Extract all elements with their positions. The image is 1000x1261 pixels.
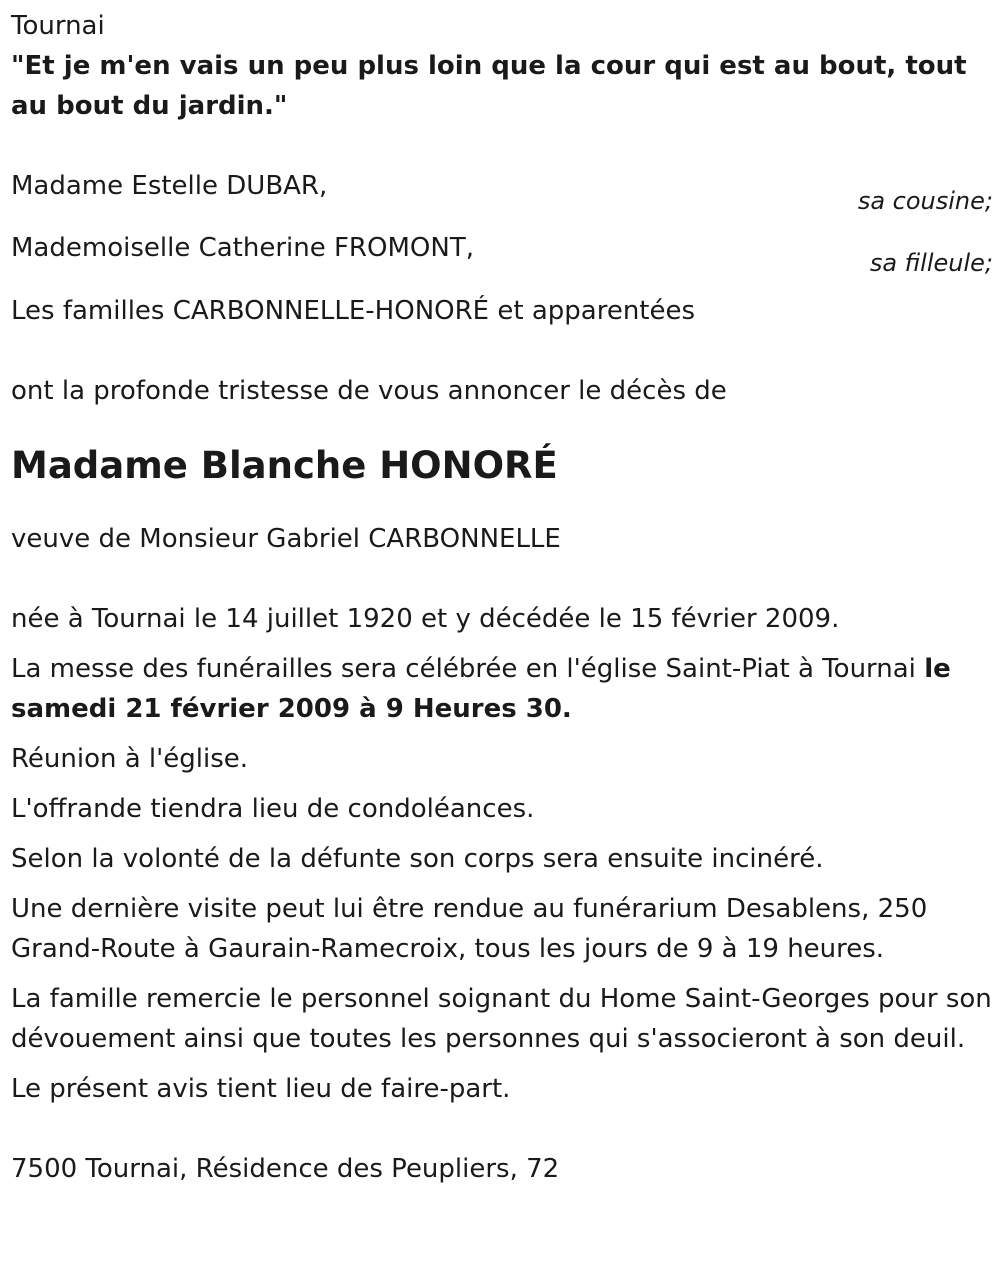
epigraph-quote: "Et je m'en vais un peu plus loin que la cour qui est au bout, tout au bout du jardin."	[11, 51, 967, 121]
family-member-2	[11, 228, 993, 277]
spacer	[11, 879, 993, 889]
notice-line: Le présent avis tient lieu de faire-part.	[11, 1074, 511, 1104]
visit-paragraph: Une dernière visite peut lui être rendue au funérarium Desablens, 250 Grand-Route à Gaurain-Ramecroix, tous les jours de 9 à 19 heures.	[11, 894, 928, 964]
address-line: 7500 Tournai, Résidence des Peupliers, 72	[11, 1154, 560, 1184]
families-line: Les familles CARBONNELLE-HONORÉ et apparentées	[11, 296, 696, 326]
spacer	[11, 779, 993, 789]
funeral-intro: La messe des funérailles sera célébrée en l'église Saint-Piat à Tournai	[11, 654, 925, 684]
family-member-relation: sa filleule;	[869, 249, 993, 277]
spacer	[11, 491, 993, 519]
spacer	[11, 559, 993, 599]
announcement-text: ont la profonde tristesse de vous annoncer le décès de	[11, 376, 727, 406]
spacer	[11, 829, 993, 839]
spacer	[11, 411, 993, 441]
meeting-line: Réunion à l'église.	[11, 744, 249, 774]
obituary-notice	[11, 6, 993, 1189]
city-heading: Tournai	[11, 11, 105, 41]
funeral-date-time: le samedi 21 février 2009 à 9 Heures 30.	[11, 654, 951, 724]
spacer	[11, 1109, 993, 1149]
spacer	[11, 126, 993, 166]
cremation-line: Selon la volonté de la défunte son corps sera ensuite incinéré.	[11, 844, 824, 874]
spacer	[11, 206, 993, 228]
spacer	[11, 331, 993, 371]
funeral-paragraph	[11, 649, 993, 729]
spacer	[11, 268, 993, 291]
spacer	[11, 969, 993, 979]
family-member-relation: sa cousine;	[857, 187, 993, 215]
deceased-name: Madame Blanche HONORÉ	[11, 444, 558, 487]
family-member-name: Mademoiselle Catherine FROMONT,	[11, 233, 474, 263]
family-member-name: Madame Estelle DUBAR,	[11, 171, 328, 201]
spacer	[11, 1059, 993, 1069]
widow-of-line: veuve de Monsieur Gabriel CARBONNELLE	[11, 524, 561, 554]
thanks-paragraph: La famille remercie le personnel soignant du Home Saint-Georges pour son dévouement ainsi que toutes les personnes qui s'associeront à son deuil.	[11, 984, 992, 1054]
birth-death-line: née à Tournai le 14 juillet 1920 et y décédée le 15 février 2009.	[11, 604, 840, 634]
spacer	[11, 729, 993, 739]
family-member-1	[11, 166, 993, 215]
spacer	[11, 639, 993, 649]
offering-line: L'offrande tiendra lieu de condoléances.	[11, 794, 535, 824]
